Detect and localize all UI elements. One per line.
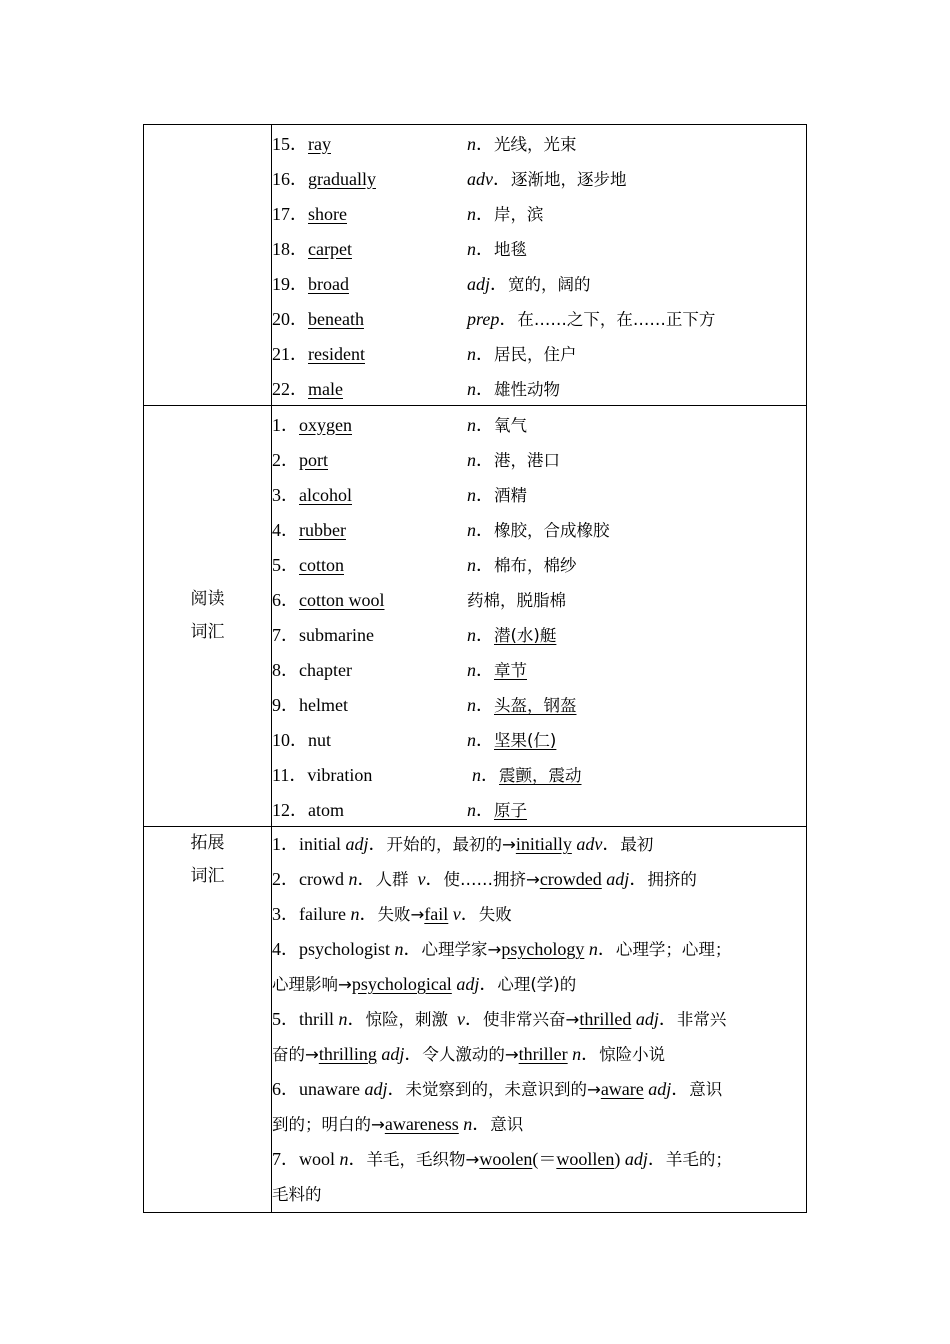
answer-word: oxygen [299, 414, 352, 435]
answer-meaning: 潜(水)艇 [494, 625, 557, 645]
list-item: 1．oxygen n．氧气 [272, 414, 527, 435]
list-item: 19．broad adj．宽的，阔的 [272, 273, 591, 294]
answer-word: rubber [299, 519, 346, 540]
vocabulary-table [143, 124, 807, 1213]
list-item: 11．vibration n．震颤，震动 [272, 764, 582, 785]
answer-word: broad [308, 273, 349, 294]
answer-word: woolen [479, 1149, 533, 1169]
list-item: 3．failure n．失败→fail v．失败 [272, 904, 512, 924]
list-item: 6．cotton wool 药棉，脱脂棉 [272, 589, 566, 610]
answer-word: ray [308, 133, 331, 154]
list-item: 9．helmet n．头盔，钢盔 [272, 694, 577, 715]
list-item: 15．ray n．光线，光束 [272, 133, 577, 154]
answer-meaning: 原子 [494, 800, 527, 820]
answer-meaning: 震颤，震动 [499, 765, 582, 785]
answer-word: awareness [384, 1114, 459, 1134]
list-item: 12．atom n．原子 [272, 799, 527, 820]
list-item: 16．gradually adv．逐渐地，逐步地 [272, 168, 627, 189]
list-item: 6．unaware adj．未觉察到的，未意识到的→aware adj．意识 到的；明白的→awareness n．意识 [272, 1079, 723, 1134]
list-item: 20．beneath prep．在……之下，在……正下方 [272, 308, 716, 329]
answer-word: initially [515, 834, 572, 854]
list-item: 18．carpet n．地毯 [272, 238, 527, 259]
list-item: 22．male n．雄性动物 [272, 378, 560, 399]
list-item: 7．submarine n．潜(水)艇 [272, 624, 557, 645]
section-core-continued [144, 125, 807, 406]
answer-word: thrilled [579, 1009, 632, 1029]
answer-word: psychology [501, 939, 585, 959]
section-label-reading: 阅读 词汇 [144, 406, 272, 827]
answer-word: crowded [539, 869, 602, 889]
answer-word: thriller [518, 1044, 568, 1064]
list-item: 21．resident n．居民，住户 [272, 343, 577, 364]
list-item: 5．cotton n．棉布，棉纱 [272, 554, 577, 575]
section-label-empty [144, 125, 272, 406]
section-reading [144, 406, 807, 827]
list-item: 4．psychologist n．心理学家→psychology n．心理学；心理； 心理影响→psychological adj．心理(学)的 [272, 939, 732, 994]
answer-word: resident [308, 343, 365, 364]
answer-meaning: 坚果(仁) [494, 730, 557, 750]
answer-word: carpet [308, 238, 352, 259]
section-extended [144, 827, 807, 1213]
list-item: 8．chapter n．章节 [272, 659, 527, 680]
answer-word: aware [600, 1079, 644, 1099]
answer-word: beneath [308, 308, 364, 329]
answer-word: male [308, 378, 343, 399]
answer-word: woollen [556, 1149, 615, 1169]
list-item: 1．initial adj．开始的，最初的→initially adv．最初 [272, 834, 654, 854]
answer-meaning: 章节 [494, 660, 527, 680]
answer-word: thrilling [318, 1044, 377, 1064]
list-item: 3．alcohol n．酒精 [272, 484, 527, 505]
answer-word: shore [308, 203, 347, 224]
reading-word-list [272, 406, 807, 827]
list-item: 7．wool n．羊毛，毛织物→woolen(＝woollen) adj．羊毛的； 毛料的 [272, 1149, 732, 1204]
core-word-list [272, 125, 807, 406]
answer-meaning: 头盔，钢盔 [494, 695, 577, 715]
list-item: 17．shore n．岸，滨 [272, 203, 544, 224]
list-item: 10．nut n．坚果(仁) [272, 729, 557, 750]
answer-word: psychological [351, 974, 452, 994]
extended-word-list [272, 827, 807, 1213]
answer-word: fail [424, 904, 449, 924]
answer-word: gradually [308, 168, 376, 189]
answer-word: port [299, 449, 328, 470]
list-item: 2．crowd n．人群 v．使……拥挤→crowded adj．拥挤的 [272, 869, 697, 889]
list-item: 2．port n．港，港口 [272, 449, 560, 470]
answer-word: alcohol [299, 484, 352, 505]
answer-word: cotton [299, 554, 344, 575]
list-item: 5．thrill n．惊险，刺激 v．使非常兴奋→thrilled adj．非常兴 奋的→thrilling adj．令人激动的→thriller n．惊险小说 [272, 1009, 727, 1064]
section-label-extended: 拓展 词汇 [144, 827, 272, 1213]
answer-word: cotton wool [299, 589, 385, 610]
list-item: 4．rubber n．橡胶，合成橡胶 [272, 519, 610, 540]
